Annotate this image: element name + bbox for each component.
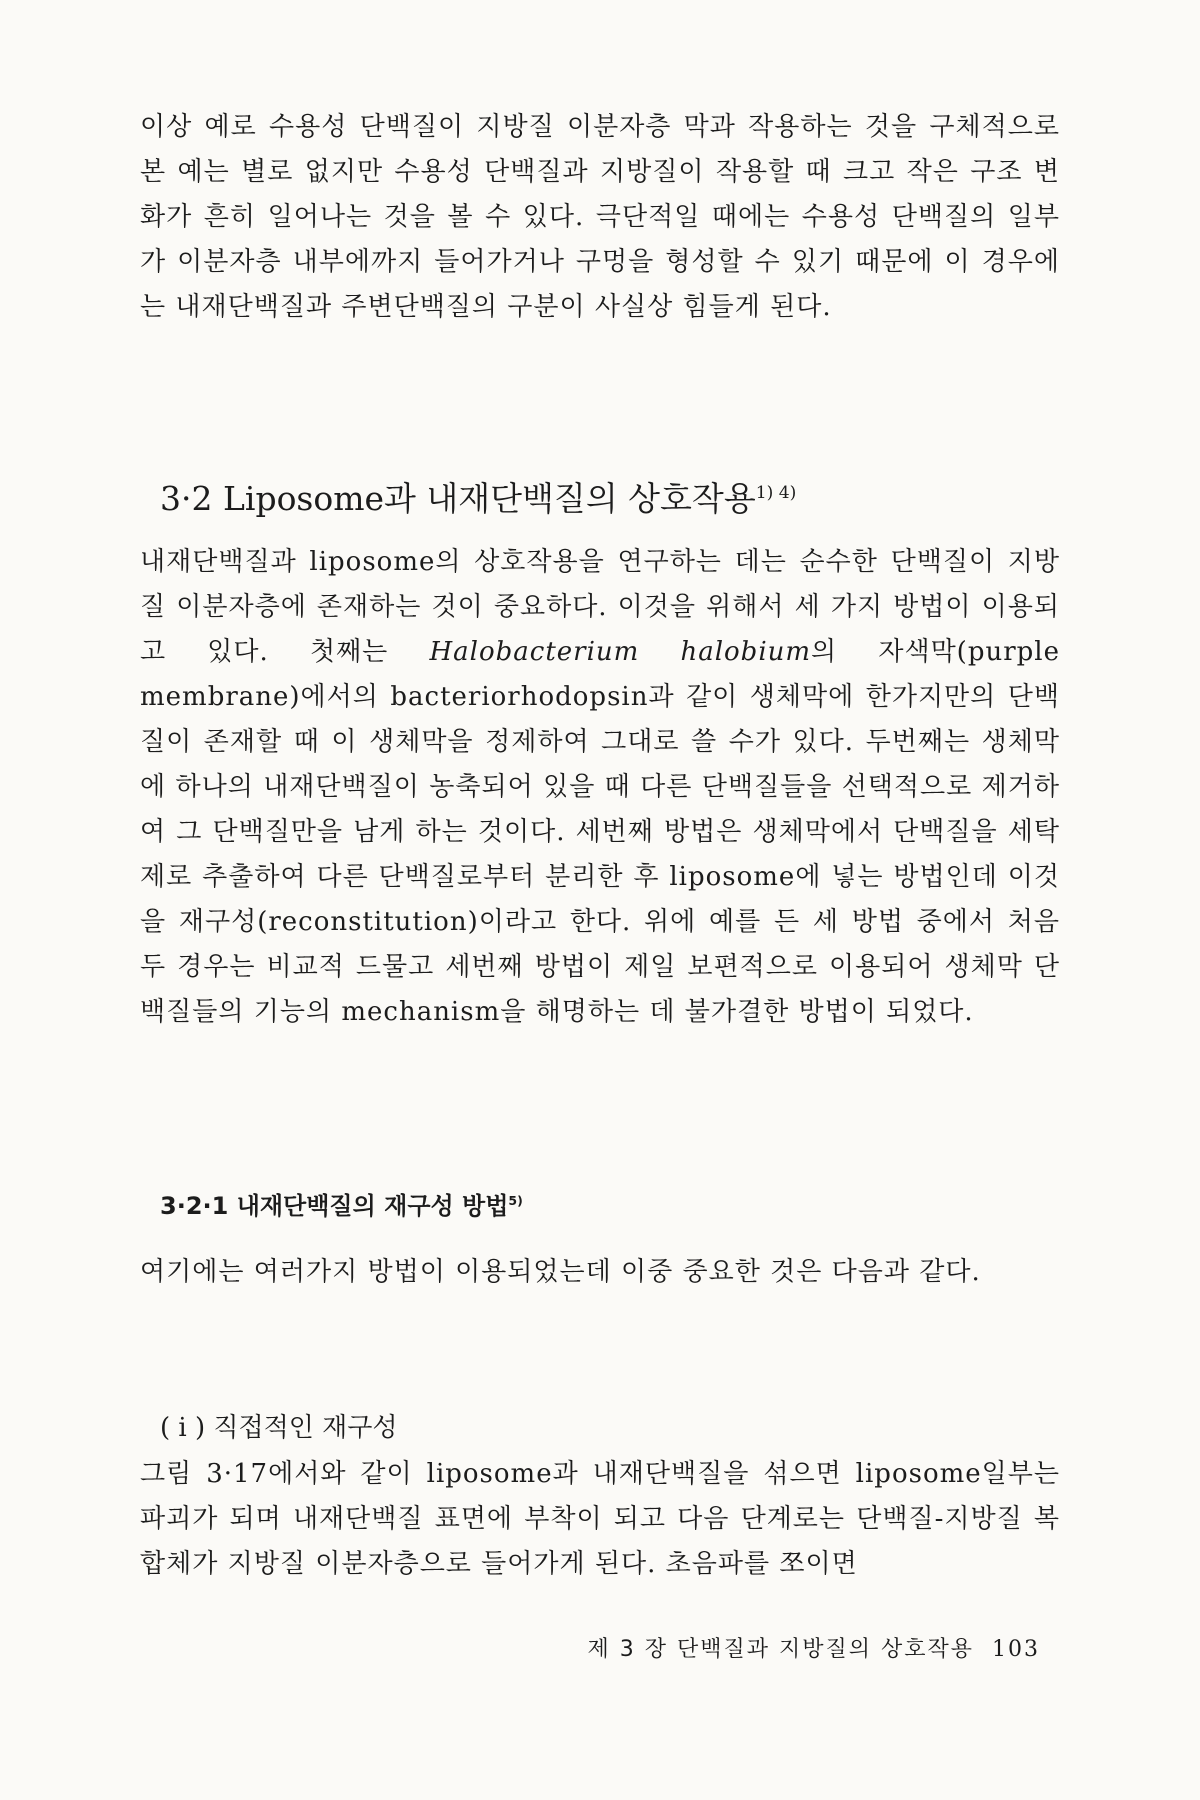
section-title: 3·2 Liposome과 내재단백질의 상호작용	[160, 479, 756, 518]
paragraph-methods: 여기에는 여러가지 방법이 이용되었는데 이중 중요한 것은 다음과 같다.	[140, 1257, 981, 1287]
chapter-title: 제 3 장 단백질과 지방질의 상호작용	[587, 1637, 974, 1662]
subsection-heading	[160, 1186, 523, 1221]
section-refs: 1) 4)	[755, 483, 797, 503]
subsection-title: 3·2·1 내재단백질의 재구성 방법	[160, 1192, 509, 1220]
section-heading	[160, 473, 796, 520]
page-number: 103	[992, 1637, 1040, 1662]
list-item-direct-reconstitution: ( i ) 직접적인 재구성	[160, 1413, 398, 1443]
page-footer	[588, 1632, 1041, 1663]
paragraph-reconstitution-part1: 내재단백질과 liposome의 상호작용을 연구하는 데는 순수한 단백질이 지방질 이분자층에 존재하는 것이 중요하다. 이것을 위해서 세 가지 방법이 이용되고 있다. 첫째는	[140, 547, 1060, 667]
paragraph-intro: 이상 예로 수용성 단백질이 지방질 이분자층 막과 작용하는 것을 구체적으로 본 예는 별로 없지만 수용성 단백질과 지방질이 작용할 때 크고 작은 구조 변화가 흔히 일어나는 것을 볼 수 있다. 극단적일 때에는 수용성 단백질의 일부가 이분자층 내부에까지 들어가거나 구멍을 형성할 수 있기 때문에 이 경우에는 내재단백질과 주변단백질의 구분이 사실상 힘들게 된다.	[140, 112, 1060, 322]
subsection-refs: 5)	[508, 1193, 523, 1208]
paragraph-reconstitution-part2: 의 자색막(purple membrane)에서의 bacteriorhodopsin과 같이 생체막에 한가지만의 단백질이 존재할 때 이 생체막을 정제하여 그대로 쓸 수가 있다. 두번째는 생체막에 하나의 내재단백질이 농축되어 있을 때 다른 단백질들을 선택적으로 제거하여 그 단백질만을 남게 하는 것이다. 세번째 방법은 생체막에서 단백질을 세탁제로 추출하여 다른 단백질로부터 분리한 후 liposome에 넣는 방법인데 이것을 재구성(reconstitution)이라고 한다. 위에 예를 든 세 방법 중에서 처음 두 경우는 비교적 드물고 세번째 방법이 제일 보편적으로 이용되어 생체막 단백질들의 기능의 mechanism을 해명하는 데 불가결한 방법이 되었다.	[140, 637, 1060, 1027]
paragraph-reconstitution	[140, 540, 1060, 1035]
paragraph-direct-method: 그림 3·17에서와 같이 liposome과 내재단백질을 섞으면 liposome일부는 파괴가 되며 내재단백질 표면에 부착이 되고 다음 단계로는 단백질-지방질 복합체가 지방질 이분자층으로 들어가게 된다. 초음파를 쪼이면	[140, 1459, 1060, 1579]
species-name: Halobacterium halobium	[429, 637, 812, 667]
